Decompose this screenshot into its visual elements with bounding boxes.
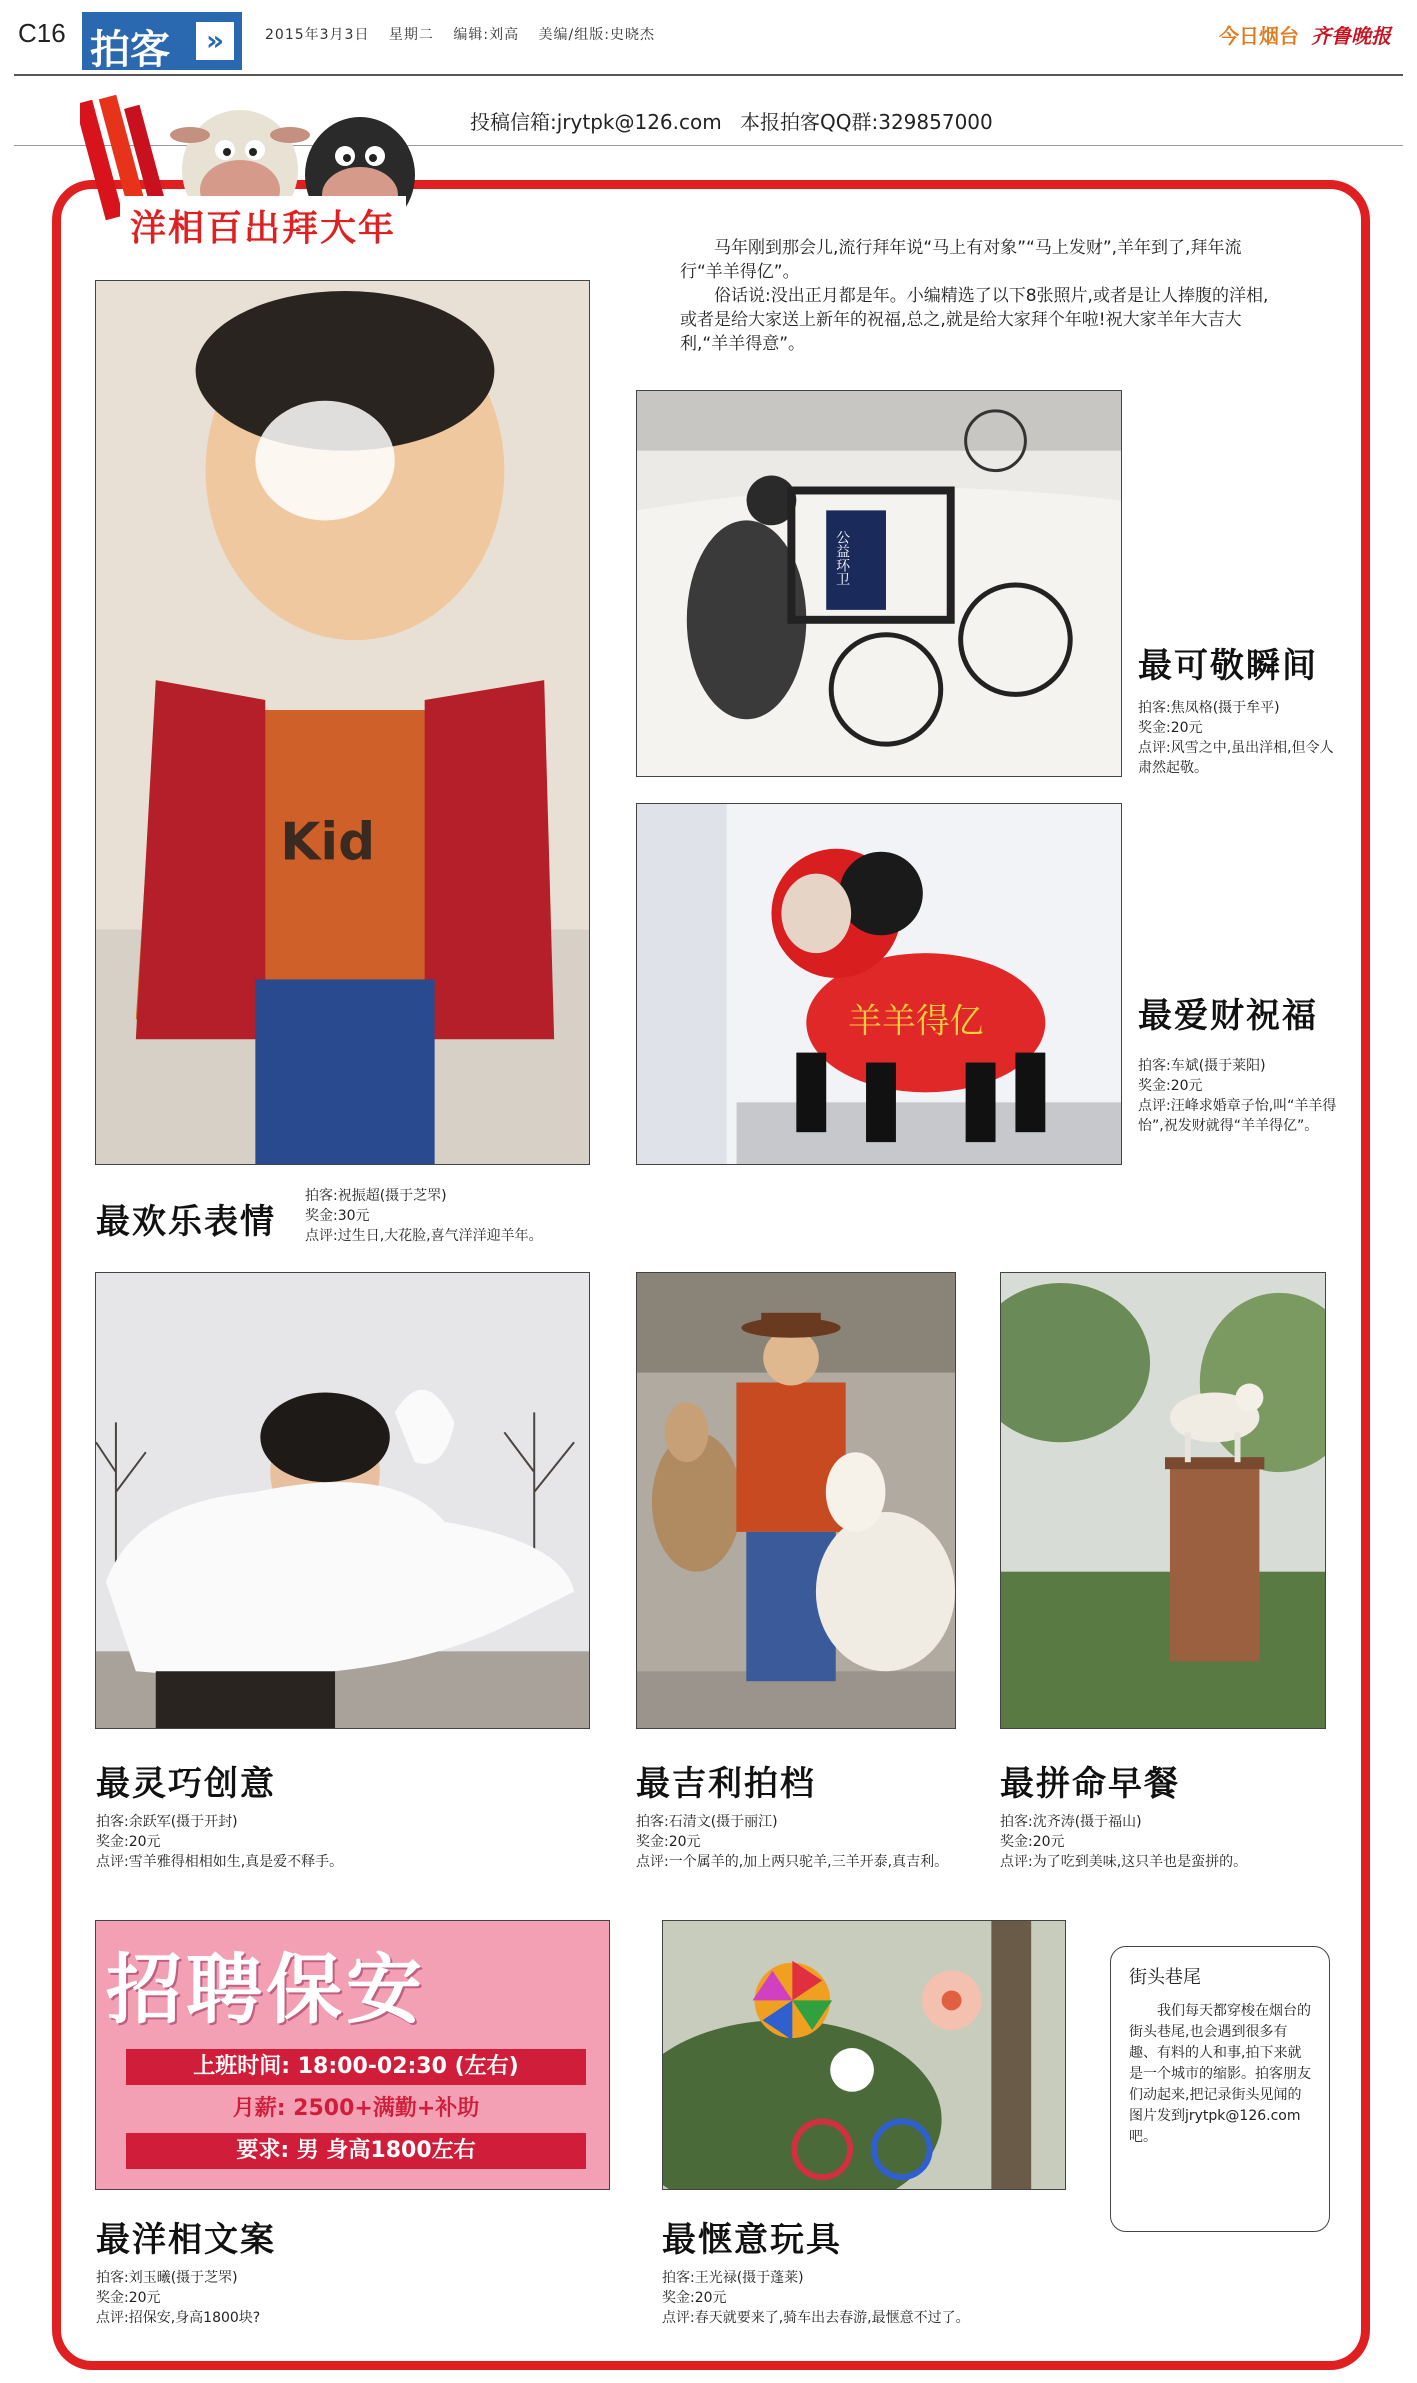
photo-happy-face (95, 280, 590, 1165)
newspaper-logo: 齐鲁晚报 (1311, 24, 1391, 48)
header-right (1219, 20, 1391, 49)
page-number: C16 (18, 18, 66, 48)
photo-credits (1138, 698, 1338, 778)
photo-lucky-partners (636, 1272, 956, 1729)
comment: 点评:招保安,身高1800块? (96, 2310, 261, 2326)
photo-title: 最爱财祝福 (1138, 996, 1318, 1036)
prize: 奖金:20元 (636, 1834, 701, 1850)
sidebar-title: 街头巷尾 (1129, 1967, 1201, 1988)
issue-date: 2015年3月3日 (265, 27, 370, 43)
prize: 奖金:20元 (96, 1834, 161, 1850)
prize: 奖金:20元 (96, 2290, 161, 2306)
photographer: 拍客:刘玉曦(摄于芝罘) (96, 2270, 238, 2286)
photo-credits (305, 1186, 543, 1246)
intro-text (680, 236, 1280, 356)
photo-title: 最欢乐表情 (96, 1202, 276, 1242)
photographer: 拍客:石清文(摄于丽江) (636, 1814, 778, 1830)
photographer: 拍客:车斌(摄于莱阳) (1138, 1058, 1266, 1074)
comment: 点评:春天就要来了,骑车出去春游,最惬意不过了。 (662, 2310, 970, 2326)
comment: 点评:过生日,大花脸,喜气洋洋迎羊年。 (305, 1228, 543, 1244)
photographer: 拍客:沈齐涛(摄于福山) (1000, 1814, 1142, 1830)
poster-line-2: 月薪: 2500+满勤+补助 (232, 2096, 480, 2121)
photo-credits (96, 2268, 260, 2328)
photo-title: 最惬意玩具 (662, 2220, 842, 2260)
photo-title: 最灵巧创意 (96, 1764, 276, 1804)
banner-title: 洋相百出拜大年 (120, 196, 406, 255)
shirt-text: Kid (280, 812, 376, 873)
photographer: 拍客:余跃军(摄于开封) (96, 1814, 238, 1830)
art-editor: 美编/组版:史晓杰 (538, 27, 655, 43)
edition-label: 今日烟台 (1219, 24, 1299, 48)
photo-credits (662, 2268, 970, 2328)
sign-text: 羊羊得亿 (848, 1001, 984, 1041)
header-info (265, 24, 669, 44)
photo-clever-idea (95, 1272, 590, 1729)
photographer: 拍客:王光禄(摄于蓬莱) (662, 2270, 804, 2286)
sign-text: 公益环卫 (833, 530, 850, 586)
photo-cozy-toy (662, 1920, 1066, 2190)
editor: 编辑:刘高 (453, 27, 520, 43)
photo-respectable-moment (636, 390, 1122, 777)
photo-title: 最可敬瞬间 (1138, 646, 1318, 686)
intro-paragraph: 马年刚到那会儿,流行拜年说“马上有对象”“马上发财”,羊年到了,拜年流行“羊羊得亿”。 (680, 238, 1242, 282)
street-corner-sidebar (1110, 1946, 1330, 2232)
photo-credits (1138, 1056, 1338, 1136)
sidebar-body: 我们每天都穿梭在烟台的街头巷尾,也会遇到很多有趣、有料的人和事,拍下来就是一个城市的缩影。拍客朋友们动起来,把记录街头见闻的图片发到jrytpk@126.com吧。 (1129, 2003, 1311, 2145)
photo-desperate-breakfast (1000, 1272, 1326, 1729)
photo-credits (96, 1812, 343, 1872)
header-divider (14, 74, 1403, 76)
poster-line-1: 上班时间: 18:00-02:30 (左右) (126, 2049, 586, 2085)
prize: 奖金:30元 (305, 1208, 370, 1224)
photo-title: 最洋相文案 (96, 2220, 276, 2260)
prize: 奖金:20元 (1138, 1078, 1203, 1094)
photo-credits (1000, 1812, 1330, 1872)
photo-title: 最拼命早餐 (1000, 1764, 1180, 1804)
comment: 点评:雪羊雅得相相如生,真是爱不释手。 (96, 1854, 344, 1870)
poster-headline: 招聘保安 (106, 1945, 426, 2034)
photo-title: 最吉利拍档 (636, 1764, 816, 1804)
comment: 点评:一个属羊的,加上两只驼羊,三羊开泰,真吉利。 (636, 1854, 949, 1870)
comment: 点评:风雪之中,虽出洋相,但令人肃然起敬。 (1138, 740, 1334, 776)
photo-credits (636, 1812, 956, 1872)
poster-line-3: 要求: 男 身高1800左右 (126, 2133, 586, 2169)
prize: 奖金:20元 (662, 2290, 727, 2306)
photo-funny-ad (95, 1920, 610, 2190)
contact-email: 投稿信箱:jrytpk@126.com (470, 110, 722, 134)
contact-qq: 本报拍客QQ群:329857000 (740, 110, 993, 134)
prize: 奖金:20元 (1000, 1834, 1065, 1850)
comment: 点评:汪峰求婚章子怡,叫“羊羊得怡”,祝发财就得“羊羊得亿”。 (1138, 1098, 1337, 1134)
section-title: 拍客 (90, 27, 170, 73)
prize: 奖金:20元 (1138, 720, 1203, 736)
photographer: 拍客:焦凤格(摄于牟平) (1138, 700, 1280, 716)
issue-weekday: 星期二 (388, 27, 434, 43)
double-chevron-right-icon: » (196, 22, 234, 60)
comment: 点评:为了吃到美味,这只羊也是蛮拼的。 (1000, 1854, 1248, 1870)
intro-paragraph: 俗话说:没出正月都是年。小编精选了以下8张照片,或者是让人捧腹的洋相,或者是给大家送上新年的祝福,总之,就是给大家拜个年啦!祝大家羊年大吉大利,“羊羊得意”。 (680, 286, 1269, 354)
photographer: 拍客:祝振超(摄于芝罘) (305, 1188, 447, 1204)
photo-wealth-wish (636, 803, 1122, 1165)
